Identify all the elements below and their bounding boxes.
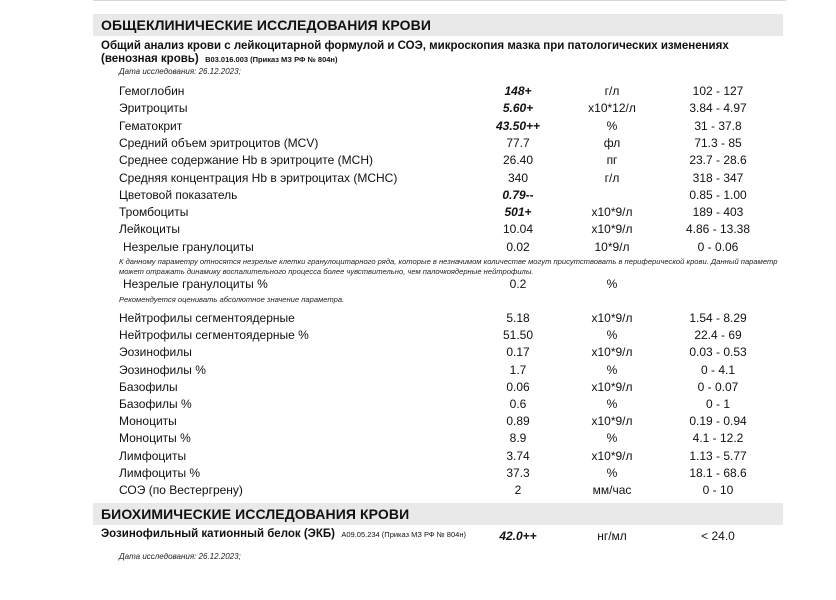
result-value: 0.17 xyxy=(506,345,530,360)
result-reference: 31 - 37.8 xyxy=(694,118,742,133)
result-row xyxy=(0,482,836,499)
note-immature-granulocytes: К данному параметру относятся незрелые клетки гранулоцитарного ряда, которые в незначимом количестве могут присутствовать в периферической крови. Данный параметр может отражать динамику воспалительного процесса более чувствительно, чем палочкоядерные нейтрофилы. xyxy=(119,257,778,276)
result-name: Гемоглобин xyxy=(119,84,185,98)
result-value: 5.60+ xyxy=(502,101,534,116)
result-reference: 22.4 - 69 xyxy=(694,328,742,343)
result-unit: г/л xyxy=(604,170,620,185)
result-row xyxy=(0,83,836,100)
result-name: Эритроциты xyxy=(119,101,188,116)
result-reference: 189 - 403 xyxy=(692,205,744,220)
result-unit: x10*9/л xyxy=(591,448,633,463)
result-row xyxy=(0,448,836,465)
result-value: 26.40 xyxy=(502,153,534,168)
result-reference: 0.19 - 0.94 xyxy=(689,414,747,429)
section-header-biochemistry: БИОХИМИЧЕСКИЕ ИССЛЕДОВАНИЯ КРОВИ xyxy=(93,503,783,525)
result-value: 77.7 xyxy=(506,135,530,150)
result-unit: % xyxy=(606,465,618,480)
result-reference: 0 - 10 xyxy=(702,483,734,497)
top-divider xyxy=(93,0,786,1)
result-unit: фл xyxy=(603,135,621,150)
ekb-test-title xyxy=(101,528,481,541)
result-row xyxy=(0,100,836,117)
result-name: Гематокрит xyxy=(119,118,183,133)
result-value: 3.74 xyxy=(506,448,530,463)
result-name: Средний объем эритроцитов (MCV) xyxy=(119,135,319,150)
result-unit: x10*9/л xyxy=(591,345,633,360)
result-reference: 4.1 - 12.2 xyxy=(692,431,744,446)
result-row xyxy=(0,362,836,379)
result-row xyxy=(0,327,836,344)
ekb-reference: < 24.0 xyxy=(701,529,735,543)
result-row xyxy=(0,465,836,482)
result-value: 5.18 xyxy=(506,311,530,325)
result-name: Незрелые гранулоциты % xyxy=(123,277,268,291)
result-row xyxy=(0,276,836,293)
result-name: Базофилы xyxy=(119,379,178,394)
result-reference: 102 - 127 xyxy=(692,84,744,98)
result-unit: % xyxy=(606,118,618,133)
result-row xyxy=(0,170,836,187)
cbc-title-text: Общий анализ крови с лейкоцитарной формулой и СОЭ, микроскопия мазка при патологических изменениях (венозная кровь) xyxy=(101,40,729,65)
result-value: 1.7 xyxy=(509,362,527,377)
result-row xyxy=(0,221,836,238)
result-name: Среднее содержание Hb в эритроците (MCH) xyxy=(119,153,373,168)
result-value: 10.04 xyxy=(502,222,534,237)
result-value: 340 xyxy=(507,170,529,185)
result-value: 148+ xyxy=(504,84,532,98)
result-value: 37.3 xyxy=(506,465,530,480)
cbc-date: Дата исследования: 26.12.2023; xyxy=(119,67,241,76)
result-row xyxy=(0,396,836,413)
result-value: 0.2 xyxy=(509,277,527,291)
result-row xyxy=(0,430,836,447)
result-unit: % xyxy=(606,431,618,446)
result-reference: 0 - 4.1 xyxy=(700,362,736,377)
ekb-order-code: A09.05.234 (Приказ МЗ РФ № 804н) xyxy=(341,530,466,539)
result-name: Цветовой показатель xyxy=(119,187,238,202)
result-value: 0.02 xyxy=(506,239,530,254)
result-name: Лейкоциты xyxy=(119,222,181,237)
result-reference: 0.85 - 1.00 xyxy=(689,187,747,202)
result-reference: 4.86 - 13.38 xyxy=(685,222,751,237)
result-value: 43.50++ xyxy=(495,118,541,133)
result-unit: 10*9/л xyxy=(594,239,630,254)
result-name: СОЭ (по Вестергрену) xyxy=(119,483,243,497)
result-reference: 0.03 - 0.53 xyxy=(689,345,747,360)
cbc-order-code: B03.016.003 (Приказ МЗ РФ № 804н) xyxy=(205,55,338,64)
ekb-value: 42.0++ xyxy=(499,529,537,543)
result-name: Моноциты xyxy=(119,414,177,429)
ekb-date: Дата исследования: 26.12.2023; xyxy=(119,552,241,561)
result-row xyxy=(0,310,836,327)
result-reference: 0 - 1 xyxy=(705,397,730,411)
result-name: Базофилы % xyxy=(119,397,192,411)
result-unit: x10*9/л xyxy=(591,205,633,220)
result-unit: % xyxy=(606,277,618,291)
result-name: Средняя концентрация Hb в эритроцитах (MCHC) xyxy=(119,170,398,185)
result-row xyxy=(0,152,836,169)
result-reference: 318 - 347 xyxy=(692,170,744,185)
result-unit: x10*9/л xyxy=(591,222,633,237)
result-name: Нейтрофилы сегментоядерные % xyxy=(119,328,309,343)
result-value: 0.06 xyxy=(506,379,530,394)
result-unit: пг xyxy=(606,153,618,168)
result-name: Моноциты % xyxy=(119,431,191,446)
result-reference: 71.3 - 85 xyxy=(694,135,742,150)
result-row xyxy=(0,118,836,135)
result-row xyxy=(0,204,836,221)
result-name: Тромбоциты xyxy=(119,205,189,220)
result-name: Лимфоциты xyxy=(119,448,187,463)
result-reference: 1.54 - 8.29 xyxy=(689,311,747,325)
cbc-test-title xyxy=(101,40,781,66)
result-value: 8.9 xyxy=(509,431,527,446)
result-unit: % xyxy=(606,397,618,411)
result-reference: 23.7 - 28.6 xyxy=(689,153,747,168)
result-value: 0.79-- xyxy=(502,187,534,202)
result-unit: % xyxy=(606,362,618,377)
result-name: Лимфоциты % xyxy=(119,465,201,480)
result-unit: % xyxy=(606,328,618,343)
result-name: Нейтрофилы сегментоядерные xyxy=(119,311,295,325)
note-absolute-value: Рекомендуется оценивать абсолютное значение параметра. xyxy=(119,295,345,304)
result-value: 501+ xyxy=(504,205,532,220)
result-unit: x10*9/л xyxy=(591,311,633,325)
result-row xyxy=(0,135,836,152)
ekb-name: Эозинофильный катионный белок (ЭКБ) xyxy=(101,528,335,540)
result-name: Эозинофилы % xyxy=(119,362,206,377)
result-unit: г/л xyxy=(604,84,620,98)
result-reference: 0 - 0.07 xyxy=(697,379,739,394)
result-reference: 3.84 - 4.97 xyxy=(689,101,747,116)
result-value: 0.6 xyxy=(509,397,527,411)
result-unit: x10*12/л xyxy=(588,101,636,116)
result-unit: x10*9/л xyxy=(591,379,633,394)
result-row xyxy=(0,187,836,204)
result-row xyxy=(0,413,836,430)
result-value: 51.50 xyxy=(502,328,534,343)
ekb-unit: нг/мл xyxy=(597,529,627,543)
result-name: Эозинофилы xyxy=(119,345,192,360)
result-row xyxy=(0,239,836,256)
result-reference: 18.1 - 68.6 xyxy=(689,465,747,480)
result-reference: 1.13 - 5.77 xyxy=(689,448,747,463)
result-value: 0.89 xyxy=(506,414,530,429)
result-reference: 0 - 0.06 xyxy=(697,239,739,254)
result-unit: мм/час xyxy=(592,483,632,497)
result-value: 2 xyxy=(514,483,522,497)
result-row xyxy=(0,379,836,396)
section-header-hematology: ОБЩЕКЛИНИЧЕСКИЕ ИССЛЕДОВАНИЯ КРОВИ xyxy=(93,14,783,36)
result-name: Незрелые гранулоциты xyxy=(123,239,254,254)
result-unit: x10*9/л xyxy=(591,414,633,429)
result-row xyxy=(0,344,836,361)
